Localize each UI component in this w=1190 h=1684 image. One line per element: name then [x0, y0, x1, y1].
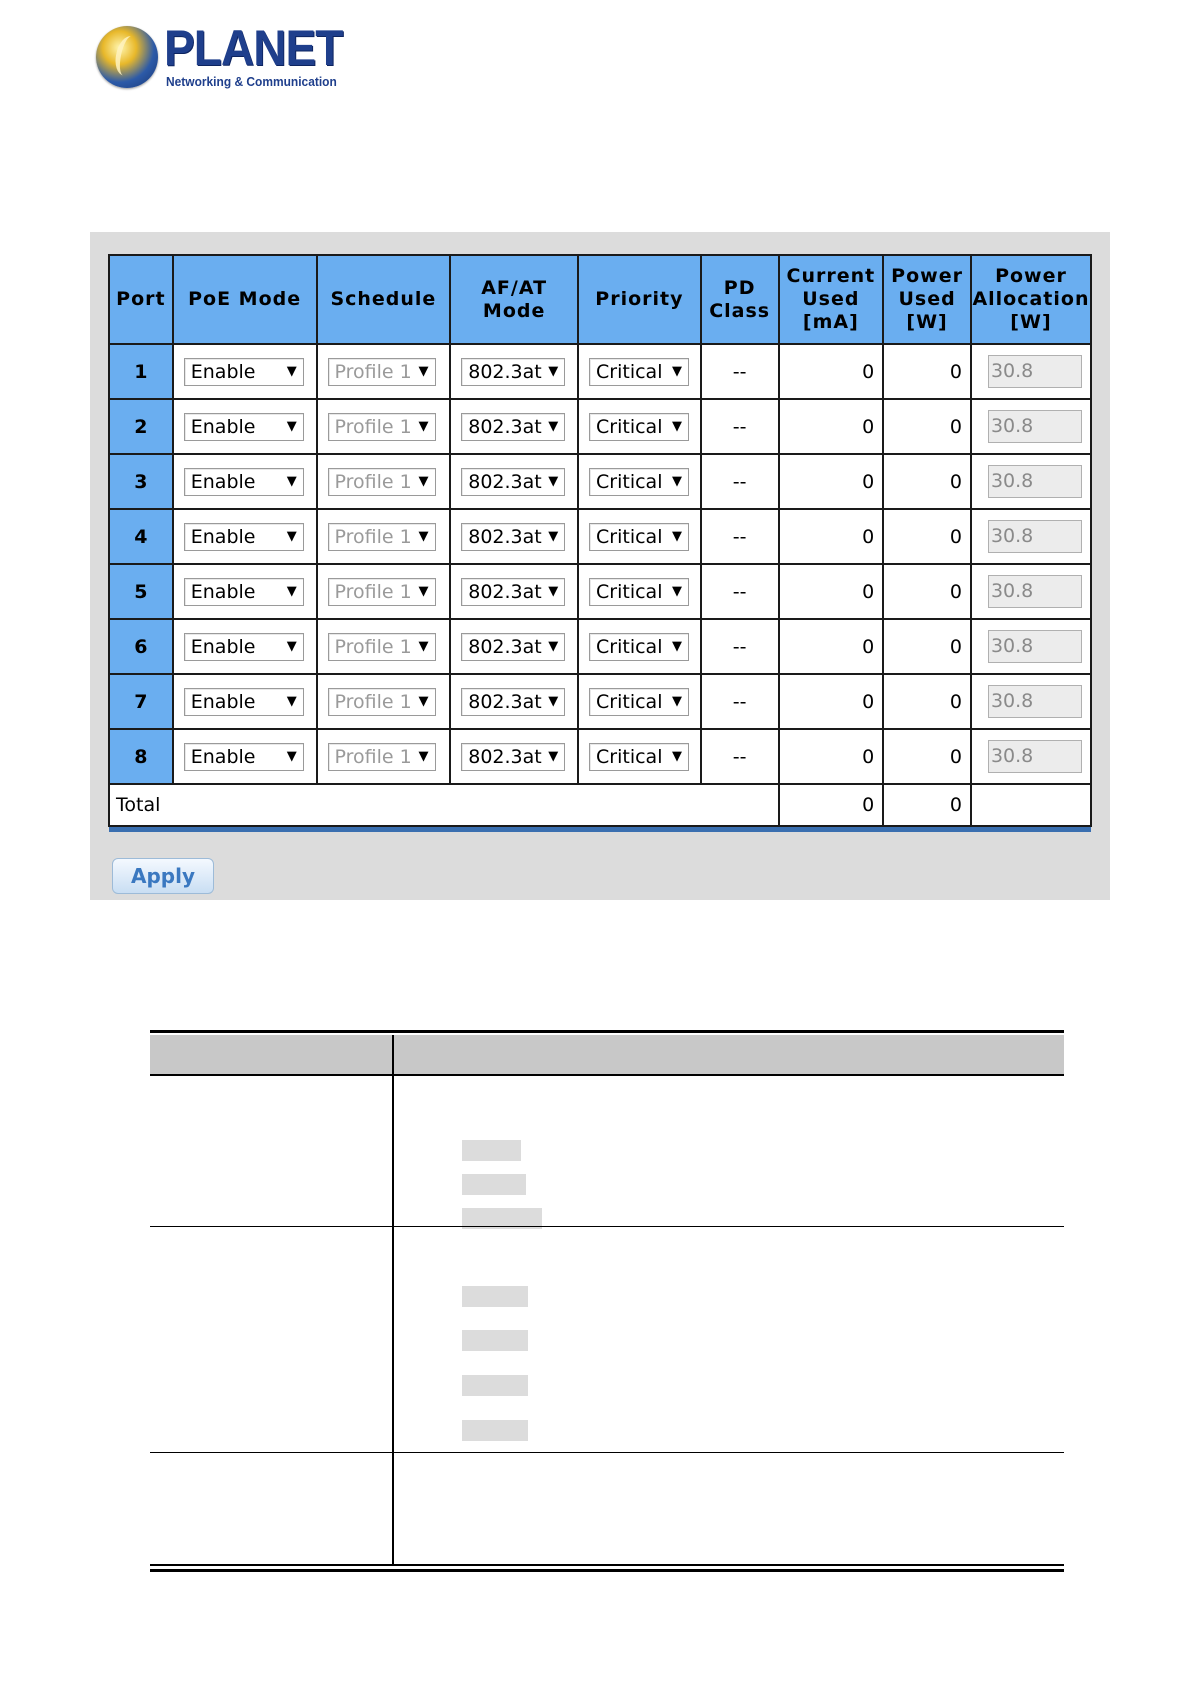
- description-table-header: [150, 1035, 1064, 1076]
- chevron-down-icon: ▼: [672, 364, 683, 379]
- poe-mode-value: Enable: [190, 525, 256, 548]
- power-allocation-input: 30.8: [988, 465, 1082, 498]
- table-row: [109, 564, 1091, 619]
- table-bottom-rule: [150, 1569, 1064, 1572]
- pd-class: --: [701, 454, 779, 509]
- power-used: 0: [883, 729, 971, 784]
- schedule-value: Profile 1: [334, 635, 412, 658]
- current-used: 0: [779, 564, 884, 619]
- chevron-down-icon: ▼: [286, 419, 297, 434]
- port-number: 2: [109, 399, 173, 454]
- power-allocation-cell: [971, 509, 1091, 564]
- schedule-select[interactable]: [328, 633, 436, 661]
- poe-mode-value: Enable: [190, 470, 256, 493]
- schedule-value: Profile 1: [334, 415, 412, 438]
- power-allocation-input: 30.8: [988, 630, 1082, 663]
- afat-mode-value: 802.3at: [468, 360, 542, 383]
- chevron-down-icon: ▼: [672, 584, 683, 599]
- chevron-down-icon: ▼: [418, 584, 429, 599]
- row-divider: [150, 1452, 1064, 1453]
- table-row: [109, 454, 1091, 509]
- power-allocation-cell: [971, 564, 1091, 619]
- afat-mode-select[interactable]: [461, 743, 565, 771]
- poe-config-panel: [90, 232, 1110, 900]
- power-allocation-input: 30.8: [988, 520, 1082, 553]
- globe-icon: [96, 26, 158, 88]
- schedule-value: Profile 1: [334, 690, 412, 713]
- power-used: 0: [883, 674, 971, 729]
- table-row: [109, 344, 1091, 399]
- table-row: [109, 509, 1091, 564]
- priority-cell: [578, 729, 701, 784]
- poe-mode-select[interactable]: [184, 633, 304, 661]
- schedule-select[interactable]: [328, 688, 436, 716]
- header-power-allocation: Power Allocation [W]: [971, 255, 1091, 344]
- poe-mode-select[interactable]: [184, 578, 304, 606]
- chevron-down-icon: ▼: [548, 419, 559, 434]
- power-allocation-input: 30.8: [988, 685, 1082, 718]
- chevron-down-icon: ▼: [286, 474, 297, 489]
- poe-mode-cell: [173, 454, 317, 509]
- priority-value: Critical: [596, 470, 663, 493]
- header-schedule: Schedule: [317, 255, 451, 344]
- current-used: 0: [779, 509, 884, 564]
- chevron-down-icon: ▼: [286, 584, 297, 599]
- power-allocation-cell: [971, 619, 1091, 674]
- description-table: [150, 1030, 1064, 1572]
- afat-mode-select[interactable]: [461, 633, 565, 661]
- priority-value: Critical: [596, 745, 663, 768]
- schedule-select[interactable]: [328, 468, 436, 496]
- header-port: Port: [109, 255, 173, 344]
- schedule-select[interactable]: [328, 743, 436, 771]
- header-afat-mode: AF/AT Mode: [450, 255, 578, 344]
- current-used: 0: [779, 399, 884, 454]
- priority-value: Critical: [596, 415, 663, 438]
- chevron-down-icon: ▼: [548, 364, 559, 379]
- afat-mode-value: 802.3at: [468, 745, 542, 768]
- total-label: Total: [109, 784, 779, 826]
- power-allocation-cell: [971, 454, 1091, 509]
- pd-class: --: [701, 399, 779, 454]
- schedule-value: Profile 1: [334, 525, 412, 548]
- afat-mode-cell: [450, 564, 578, 619]
- schedule-cell: [317, 399, 451, 454]
- chevron-down-icon: ▼: [548, 529, 559, 544]
- current-used: 0: [779, 729, 884, 784]
- schedule-select[interactable]: [328, 413, 436, 441]
- table-row: [109, 619, 1091, 674]
- chevron-down-icon: ▼: [672, 529, 683, 544]
- afat-mode-cell: [450, 509, 578, 564]
- header-poe-mode: PoE Mode: [173, 255, 317, 344]
- table-bottom-rule: [150, 1564, 1064, 1566]
- chevron-down-icon: ▼: [548, 474, 559, 489]
- poe-mode-value: Enable: [190, 580, 256, 603]
- schedule-cell: [317, 509, 451, 564]
- priority-value: Critical: [596, 580, 663, 603]
- current-used: 0: [779, 619, 884, 674]
- schedule-select[interactable]: [328, 523, 436, 551]
- afat-mode-value: 802.3at: [468, 525, 542, 548]
- afat-mode-cell: [450, 674, 578, 729]
- poe-mode-cell: [173, 344, 317, 399]
- priority-select[interactable]: [589, 468, 689, 496]
- afat-mode-select[interactable]: [461, 688, 565, 716]
- pd-class: --: [701, 674, 779, 729]
- chevron-down-icon: ▼: [286, 749, 297, 764]
- schedule-select[interactable]: [328, 358, 436, 386]
- poe-mode-cell: [173, 619, 317, 674]
- afat-mode-select[interactable]: [461, 578, 565, 606]
- option-highlight: [462, 1375, 528, 1396]
- row-divider: [150, 1226, 1064, 1227]
- schedule-value: Profile 1: [334, 470, 412, 493]
- afat-mode-select[interactable]: [461, 358, 565, 386]
- chevron-down-icon: ▼: [286, 364, 297, 379]
- priority-select[interactable]: [589, 358, 689, 386]
- power-allocation-cell: [971, 729, 1091, 784]
- poe-config-table: [108, 254, 1092, 832]
- logo-tagline: Networking & Communication: [166, 74, 337, 89]
- afat-mode-cell: [450, 729, 578, 784]
- poe-mode-select[interactable]: [184, 688, 304, 716]
- total-row: [109, 784, 1091, 826]
- table-row: [109, 399, 1091, 454]
- schedule-cell: [317, 454, 451, 509]
- column-divider: [392, 1035, 394, 1076]
- chevron-down-icon: ▼: [672, 639, 683, 654]
- power-used: 0: [883, 619, 971, 674]
- option-highlight: [462, 1174, 526, 1195]
- power-used: 0: [883, 399, 971, 454]
- chevron-down-icon: ▼: [548, 639, 559, 654]
- apply-button[interactable]: Apply: [112, 858, 214, 894]
- priority-select[interactable]: [589, 413, 689, 441]
- chevron-down-icon: ▼: [418, 694, 429, 709]
- pd-class: --: [701, 509, 779, 564]
- priority-cell: [578, 454, 701, 509]
- port-number: 4: [109, 509, 173, 564]
- poe-mode-cell: [173, 564, 317, 619]
- poe-mode-select[interactable]: [184, 468, 304, 496]
- header-current-used: Current Used [mA]: [779, 255, 884, 344]
- power-used: 0: [883, 454, 971, 509]
- chevron-down-icon: ▼: [286, 694, 297, 709]
- priority-cell: [578, 509, 701, 564]
- schedule-cell: [317, 674, 451, 729]
- column-divider: [392, 1076, 394, 1564]
- header-priority: Priority: [578, 255, 701, 344]
- priority-select[interactable]: [589, 523, 689, 551]
- power-allocation-cell: [971, 399, 1091, 454]
- poe-mode-select[interactable]: [184, 413, 304, 441]
- afat-mode-cell: [450, 454, 578, 509]
- priority-value: Critical: [596, 690, 663, 713]
- chevron-down-icon: ▼: [548, 694, 559, 709]
- power-allocation-cell: [971, 674, 1091, 729]
- priority-cell: [578, 674, 701, 729]
- header-power-used: Power Used [W]: [883, 255, 971, 344]
- priority-value: Critical: [596, 635, 663, 658]
- chevron-down-icon: ▼: [672, 694, 683, 709]
- current-used: 0: [779, 344, 884, 399]
- schedule-value: Profile 1: [334, 745, 412, 768]
- port-number: 7: [109, 674, 173, 729]
- chevron-down-icon: ▼: [286, 529, 297, 544]
- poe-mode-select[interactable]: [184, 523, 304, 551]
- total-power-used: 0: [883, 784, 971, 826]
- priority-select[interactable]: [589, 578, 689, 606]
- poe-mode-select[interactable]: [184, 743, 304, 771]
- poe-mode-value: Enable: [190, 635, 256, 658]
- pd-class: --: [701, 564, 779, 619]
- priority-cell: [578, 344, 701, 399]
- table-header-row: [109, 255, 1091, 344]
- chevron-down-icon: ▼: [418, 529, 429, 544]
- power-allocation-cell: [971, 344, 1091, 399]
- priority-value: Critical: [596, 525, 663, 548]
- pd-class: --: [701, 344, 779, 399]
- total-power-allocation: [971, 784, 1091, 826]
- power-used: 0: [883, 509, 971, 564]
- priority-select[interactable]: [589, 633, 689, 661]
- afat-mode-value: 802.3at: [468, 470, 542, 493]
- pd-class: --: [701, 729, 779, 784]
- power-allocation-input: 30.8: [988, 410, 1082, 443]
- table-row: [109, 729, 1091, 784]
- poe-mode-select[interactable]: [184, 358, 304, 386]
- chevron-down-icon: ▼: [418, 474, 429, 489]
- poe-mode-value: Enable: [190, 360, 256, 383]
- power-allocation-input: 30.8: [988, 355, 1082, 388]
- chevron-down-icon: ▼: [548, 584, 559, 599]
- table-top-rule: [150, 1030, 1064, 1033]
- afat-mode-select[interactable]: [461, 523, 565, 551]
- option-highlight: [462, 1330, 528, 1351]
- schedule-cell: [317, 619, 451, 674]
- chevron-down-icon: ▼: [286, 639, 297, 654]
- table-bottom-bar: [109, 826, 1091, 832]
- priority-select[interactable]: [589, 688, 689, 716]
- planet-logo: [96, 20, 356, 92]
- power-used: 0: [883, 564, 971, 619]
- header-pd-class: PD Class: [701, 255, 779, 344]
- option-highlight: [462, 1420, 528, 1441]
- poe-mode-value: Enable: [190, 745, 256, 768]
- table-row: [109, 674, 1091, 729]
- port-number: 1: [109, 344, 173, 399]
- afat-mode-value: 802.3at: [468, 415, 542, 438]
- schedule-select[interactable]: [328, 578, 436, 606]
- poe-mode-cell: [173, 509, 317, 564]
- afat-mode-cell: [450, 399, 578, 454]
- schedule-cell: [317, 729, 451, 784]
- schedule-cell: [317, 564, 451, 619]
- current-used: 0: [779, 674, 884, 729]
- afat-mode-value: 802.3at: [468, 635, 542, 658]
- total-current-used: 0: [779, 784, 884, 826]
- schedule-value: Profile 1: [334, 580, 412, 603]
- priority-select[interactable]: [589, 743, 689, 771]
- priority-value: Critical: [596, 360, 663, 383]
- port-number: 8: [109, 729, 173, 784]
- port-number: 3: [109, 454, 173, 509]
- priority-cell: [578, 619, 701, 674]
- power-allocation-input: 30.8: [988, 575, 1082, 608]
- port-number: 5: [109, 564, 173, 619]
- chevron-down-icon: ▼: [672, 419, 683, 434]
- logo-brand: PLANET: [164, 20, 343, 76]
- chevron-down-icon: ▼: [418, 364, 429, 379]
- afat-mode-cell: [450, 344, 578, 399]
- afat-mode-select[interactable]: [461, 468, 565, 496]
- poe-mode-cell: [173, 729, 317, 784]
- schedule-cell: [317, 344, 451, 399]
- option-highlight: [462, 1140, 521, 1161]
- chevron-down-icon: ▼: [418, 419, 429, 434]
- afat-mode-value: 802.3at: [468, 690, 542, 713]
- priority-cell: [578, 564, 701, 619]
- afat-mode-select[interactable]: [461, 413, 565, 441]
- poe-mode-value: Enable: [190, 690, 256, 713]
- current-used: 0: [779, 454, 884, 509]
- chevron-down-icon: ▼: [672, 749, 683, 764]
- chevron-down-icon: ▼: [418, 639, 429, 654]
- option-highlight: [462, 1286, 528, 1307]
- pd-class: --: [701, 619, 779, 674]
- poe-mode-cell: [173, 674, 317, 729]
- chevron-down-icon: ▼: [672, 474, 683, 489]
- port-number: 6: [109, 619, 173, 674]
- chevron-down-icon: ▼: [418, 749, 429, 764]
- power-used: 0: [883, 344, 971, 399]
- afat-mode-cell: [450, 619, 578, 674]
- schedule-value: Profile 1: [334, 360, 412, 383]
- poe-mode-cell: [173, 399, 317, 454]
- priority-cell: [578, 399, 701, 454]
- chevron-down-icon: ▼: [548, 749, 559, 764]
- power-allocation-input: 30.8: [988, 740, 1082, 773]
- poe-mode-value: Enable: [190, 415, 256, 438]
- afat-mode-value: 802.3at: [468, 580, 542, 603]
